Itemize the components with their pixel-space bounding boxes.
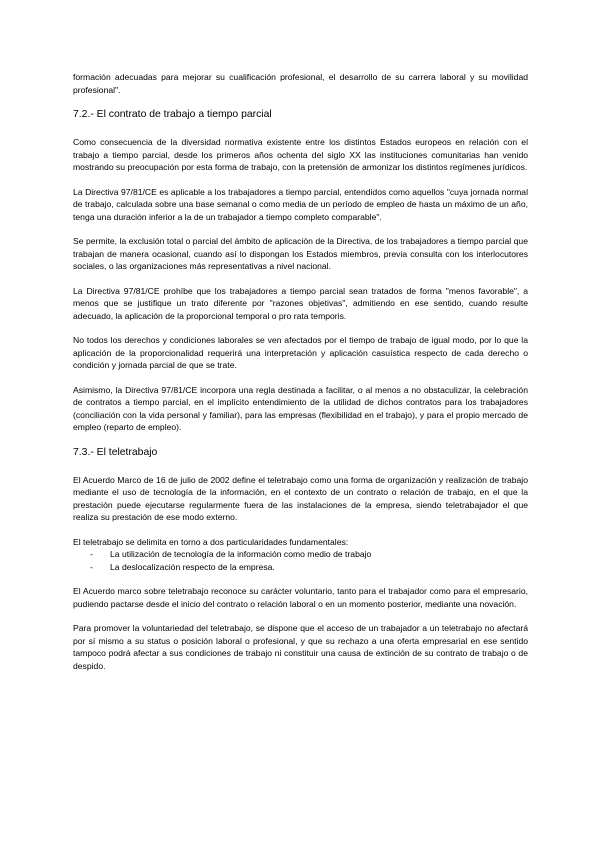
list-intro: El teletrabajo se delimita en torno a dos particularidades fundamentales:	[73, 536, 349, 547]
paragraph: La Directiva 97/81/CE es aplicable a los trabajadores a tiempo parcial, entendidos como aquellos "cuya jornada normal de trabajo, calculada sobre una base semanal o como media de un período de empleo de hasta un máximo de un año, tenga una duración inferior a la de un trabajador a tiempo completo comparable".	[73, 186, 528, 222]
section-heading-7-3: 7.3.- El teletrabajo	[73, 446, 158, 458]
list-item	[73, 548, 528, 561]
paragraph: Como consecuencia de la diversidad normativa existente entre los distintos Estados europeos en relación con el trabajo a tiempo parcial, desde los primeros años ochenta del siglo XX las instituciones comunitarias han venido mostrando su preocupación por esta forma de trabajo, con la pretensión de armonizar los distintos regímenes jurídicos.	[73, 137, 528, 172]
paragraph: Para promover la voluntariedad del teletrabajo, se dispone que el acceso de un trabajador a un teletrabajo no afectará por sí mismo a su status o posición laboral o profesional, y que su rechazo a una oferta empresarial en ese sentido tampoco podrá afectar a sus condiciones de trabajo ni constituir una causa de extinción de su contrato de trabajo o de despido.	[73, 623, 528, 671]
intro-paragraph: formación adecuadas para mejorar su cualificación profesional, el desarrollo de su carrera laboral y su movilidad profesional".	[73, 72, 528, 95]
section-heading-7-2: 7.2.- El contrato de trabajo a tiempo parcial	[73, 109, 272, 120]
list-item	[73, 561, 528, 574]
list-item-text: La utilización de tecnología de la información como medio de trabajo	[110, 549, 372, 559]
document-body	[73, 71, 528, 672]
list-item-text: La deslocalización respecto de la empresa.	[110, 561, 275, 572]
bullet-list	[73, 548, 528, 573]
bullet-marker: -	[90, 561, 93, 572]
paragraph: Asimismo, la Directiva 97/81/CE incorpora una regla destinada a facilitar, o al menos a no obstaculizar, la celebración de contratos a tiempo parcial, en el implícito entendimiento de la utilidad de dichos contratos para los trabajadores (conciliación con la vida personal y familiar), para las empresas (flexibilidad en el trabajo), y para el propio mercado de empleo (reparto de empleo).	[73, 384, 528, 432]
paragraph: El Acuerdo Marco de 16 de julio de 2002 define el teletrabajo como una forma de organización y realización de trabajo mediante el uso de tecnología de la información, en el contexto de un contrato o relación de trabajo, en el que la prestación puede ejecutarse regularmente fuera de las instalaciones de la empresa, siendo teletrabajador el que realiza su prestación de ese modo externo.	[73, 474, 528, 522]
paragraph: El Acuerdo marco sobre teletrabajo reconoce su carácter voluntario, tanto para el trabajador como para el empresario, pudiendo pactarse desde el inicio del contrato o relación laboral o en un momento posterior, mediante una novación.	[73, 586, 528, 609]
bullet-marker: -	[90, 549, 93, 559]
paragraph: Se permite, la exclusión total o parcial del ámbito de aplicación de la Directiva, de los trabajadores a tiempo parcial que trabajan de manera ocasional, cuando así lo dispongan los Estados miembros, previa consulta con los interlocutores sociales, o las organizaciones más representativas a nivel nacional.	[73, 236, 528, 271]
paragraph: No todos los derechos y condiciones laborales se ven afectados por el tiempo de trabajo de igual modo, por lo que la aplicación de la proporcionalidad requerirá una interpretación y aplicación casuística respecto de cada derecho o condición y jornada parcial de que se trate.	[73, 335, 528, 370]
paragraph: La Directiva 97/81/CE prohíbe que los trabajadores a tiempo parcial sean tratados de forma "menos favorable", a menos que se justifique un trato diferente por "razones objetivas", admitiendo en ese sentido, cuando resulte adecuado, la aplicación de la proporcional temporal o pro rata temporis.	[73, 285, 528, 321]
